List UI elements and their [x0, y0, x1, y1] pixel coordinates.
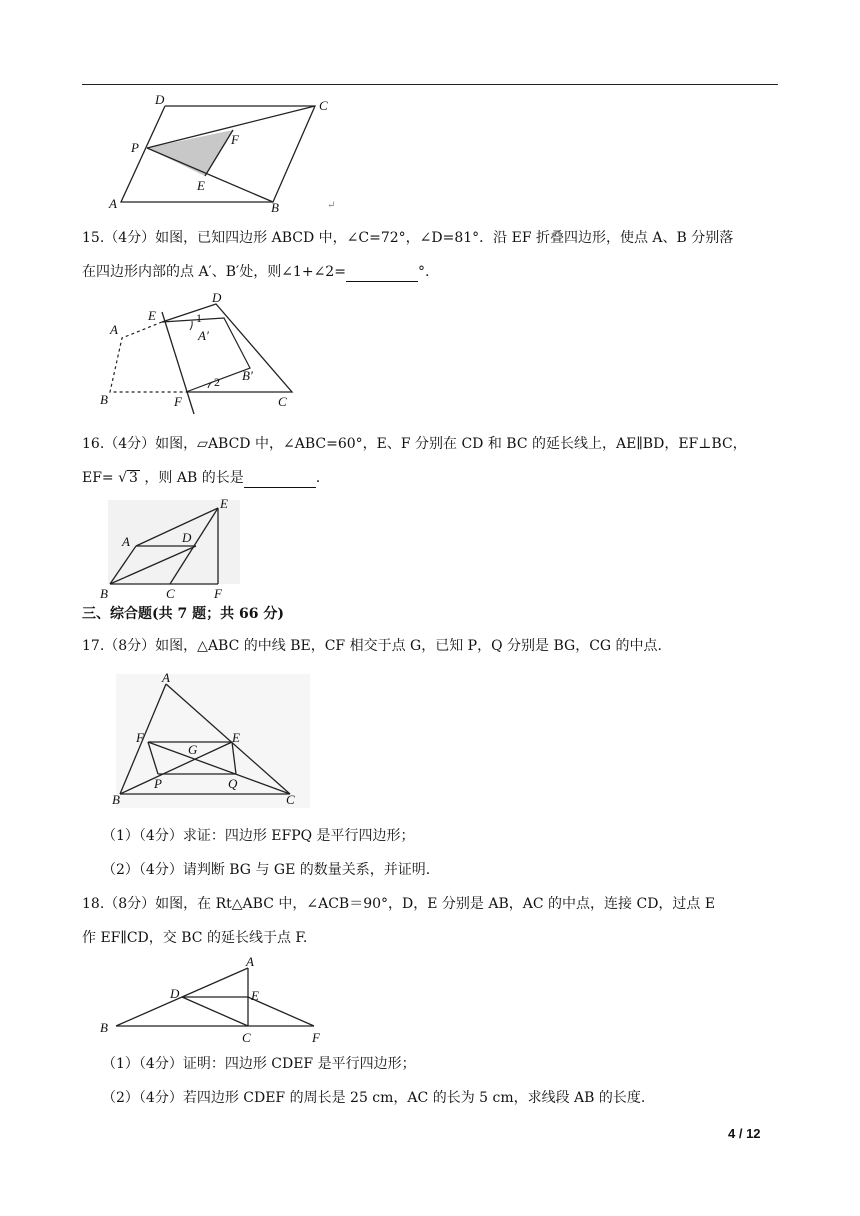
label-B: B	[112, 792, 120, 807]
return-mark: ↵	[327, 200, 336, 211]
q16-line1: 16.（4分）如图，▱ABCD 中，∠ABC=60°，E、F 分别在 CD 和 BC 的延长线上，AE∥BD，EF⊥BC，	[82, 436, 747, 452]
label-D: D	[212, 290, 222, 305]
q16-line2	[82, 468, 320, 488]
q18-stem1: 18.（8分）如图，在 Rt△ABC 中，∠ACB＝90°，D，E 分别是 AB，AC 的中点，连接 CD，过点 E	[82, 896, 716, 912]
q15-line1: 15.（4分）如图，已知四边形 ABCD 中，∠C=72°，∠D=81°．沿 EF 折叠四边形，使点 A、B 分别落	[82, 230, 734, 246]
label-P: P	[131, 140, 139, 155]
label-B: B	[100, 392, 108, 407]
label-A: A	[110, 322, 118, 337]
label-Q: Q	[228, 776, 238, 791]
label-C: C	[319, 98, 328, 113]
label-G: G	[188, 742, 198, 757]
section-header: 三、综合题(共 7 题；共 66 分)	[82, 606, 284, 622]
label-F: F	[214, 586, 222, 601]
label-E: E	[232, 730, 240, 745]
label-F: F	[231, 132, 239, 147]
label-E: E	[251, 988, 259, 1003]
sqrt-sign: √	[118, 470, 128, 486]
label-F: F	[312, 1030, 320, 1045]
q17-part1: （1）（4分）求证：四边形 EFPQ 是平行四边形；	[102, 828, 415, 844]
q18-part2: （2）（4分）若四边形 CDEF 的周长是 25 cm，AC 的长为 5 cm，求线段 AB 的长度.	[102, 1090, 646, 1106]
label-C: C	[286, 792, 295, 807]
label-E: E	[220, 496, 228, 511]
label-F: F	[136, 730, 144, 745]
label-C: C	[278, 394, 287, 409]
label-D: D	[182, 530, 192, 545]
label-A-prime: A′	[198, 328, 209, 343]
q15-answer-blank	[346, 265, 418, 282]
label-B: B	[271, 200, 279, 215]
label-B: B	[100, 586, 108, 601]
page-number: 4 / 12	[728, 1126, 761, 1141]
figure-right-triangle	[96, 952, 336, 1046]
q15-line2a: 在四边形内部的点 A′、B′处，则∠1+∠2=	[82, 264, 346, 280]
q15-line2	[82, 262, 429, 282]
label-A: A	[109, 196, 117, 211]
label-A: A	[122, 534, 130, 549]
figure-parallelogram-pef	[105, 92, 345, 215]
q18-part1: （1）（4分）证明：四边形 CDEF 是平行四边形；	[102, 1056, 416, 1072]
figure-parallelogram-ef	[100, 496, 240, 600]
q16-line2c: .	[315, 470, 321, 486]
label-D: D	[170, 986, 180, 1001]
label-A: A	[162, 670, 170, 685]
label-C: C	[242, 1030, 251, 1045]
q18-stem2: 作 EF∥CD，交 BC 的延长线于点 F.	[82, 930, 308, 946]
label-P: P	[154, 776, 162, 791]
label-D: D	[155, 92, 165, 107]
label-E: E	[148, 308, 156, 323]
label-C: C	[166, 586, 175, 601]
label-A: A	[246, 954, 254, 969]
figure-triangle-medians	[110, 670, 310, 810]
label-E: E	[197, 178, 205, 193]
label-2: 2	[214, 375, 220, 389]
label-F: F	[174, 394, 182, 409]
figure-fold-quadrilateral	[100, 290, 300, 420]
label-B-prime: B′	[242, 368, 253, 383]
header-rule	[82, 84, 778, 85]
q15-line2b: °.	[417, 264, 430, 280]
q16-line2a: EF=	[82, 470, 114, 486]
sqrt-value: 3	[129, 470, 138, 486]
q16-line2b: ，则 AB 的长是	[144, 470, 244, 486]
label-1: 1	[196, 311, 202, 325]
q16-answer-blank	[244, 471, 316, 488]
q17-stem: 17.（8分）如图，△ABC 的中线 BE，CF 相交于点 G，已知 P，Q 分别是 BG，CG 的中点.	[82, 638, 663, 654]
q17-part2: （2）（4分）请判断 BG 与 GE 的数量关系，并证明.	[102, 862, 431, 878]
label-B: B	[100, 1020, 108, 1035]
